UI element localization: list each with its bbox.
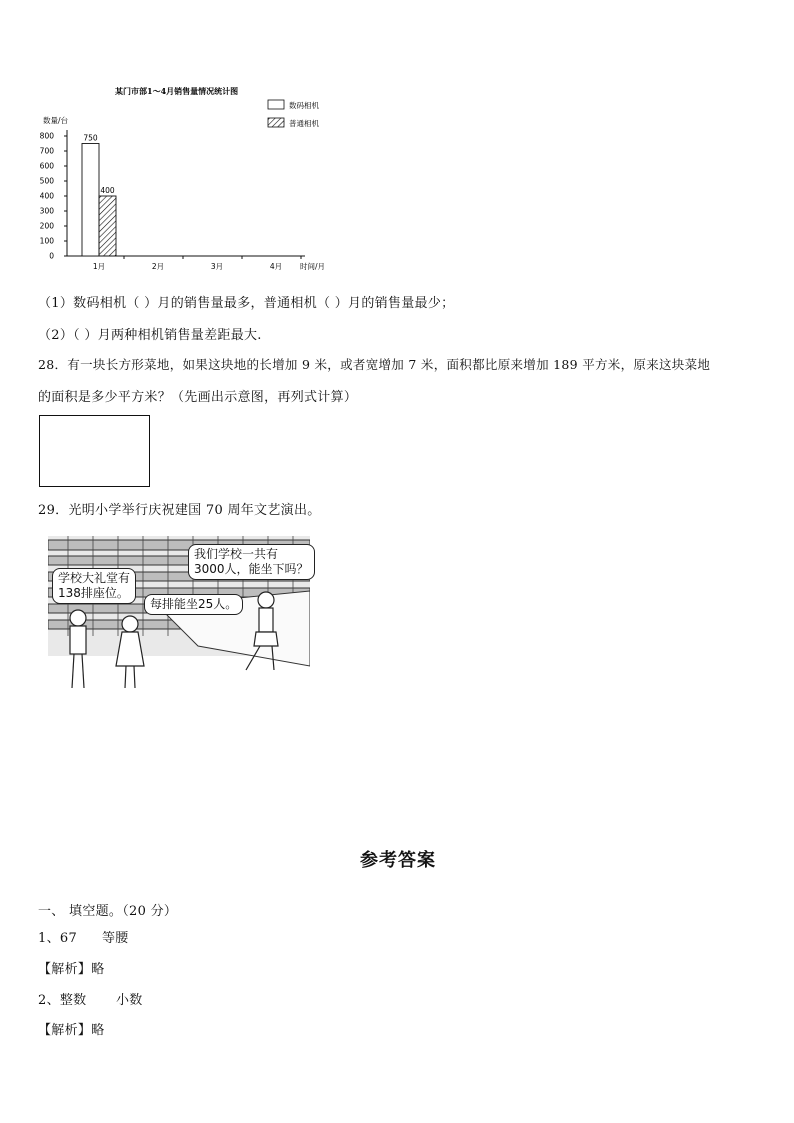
q27-line1: （1）数码相机（ ）月的销售量最多，普通相机（ ）月的销售量最少； <box>38 296 455 311</box>
y-tick-label: 500 <box>39 176 54 186</box>
rectangle-sketch <box>39 415 150 487</box>
x-tick-label: 1月 <box>92 262 106 271</box>
bubble-question-line2: 3000人，能坐下吗？ <box>194 562 309 576</box>
answer-2-note: 【解析】略 <box>38 1023 105 1038</box>
answer-2-number: 2、整数 <box>38 993 87 1008</box>
q28-line2: 的面积是多少平方米？（先画出示意图，再列式计算） <box>38 390 358 405</box>
y-tick-label: 0 <box>49 251 54 261</box>
y-tick-label: 400 <box>39 191 54 201</box>
bar-value-label: 400 <box>100 186 115 195</box>
answers-heading: 参考答案 <box>360 850 436 871</box>
bubble-question-line1: 我们学校一共有 <box>194 547 279 561</box>
bar-ordinary-1 <box>99 196 116 256</box>
x-axis-label: 时间/月 <box>300 262 326 271</box>
answer-1-number: 1、67 <box>38 931 78 946</box>
speech-bubble-seats <box>52 568 136 604</box>
bar-digital-1 <box>82 144 99 257</box>
speech-bubble-question <box>188 544 315 580</box>
x-tick-label: 3月 <box>210 262 224 271</box>
y-tick-label: 600 <box>39 161 54 171</box>
y-tick-label: 700 <box>39 146 54 156</box>
auditorium-illustration <box>48 536 310 700</box>
legend-label-ordinary: 普通相机 <box>289 119 319 128</box>
chart-title: 某门市部1～4月销售量情况统计图 <box>115 86 239 96</box>
y-tick-label: 100 <box>39 236 54 246</box>
q28-line1: 28．有一块长方形菜地，如果这块地的长增加 9 米，或者宽增加 7 米，面积都比原来增加 189 平方米，原来这块菜地 <box>38 357 711 372</box>
y-tick-label: 800 <box>39 131 54 141</box>
y-axis-label: 数量/台 <box>43 116 69 125</box>
q29-line1: 29．光明小学举行庆祝建国 70 周年文艺演出。 <box>38 503 321 518</box>
answer-1-text: 等腰 <box>102 931 129 946</box>
answer-2-text: 小数 <box>116 993 143 1008</box>
legend-swatch-ordinary <box>268 118 284 127</box>
bubble-seats-line2: 138排座位。 <box>58 586 129 600</box>
y-tick-label: 300 <box>39 206 54 216</box>
q27-line2: （2）（ ）月两种相机销售量差距最大. <box>38 328 262 343</box>
x-tick-label: 4月 <box>269 262 283 271</box>
speech-bubble-per-row: 每排能坐25人。 <box>144 594 243 615</box>
legend-swatch-digital <box>268 100 284 109</box>
bar-value-label: 750 <box>83 133 98 143</box>
y-tick-label: 200 <box>39 221 54 231</box>
bar-chart <box>30 80 350 275</box>
bubble-seats-line1: 学校大礼堂有 <box>58 571 131 585</box>
legend-label-digital: 数码相机 <box>289 101 319 110</box>
x-tick-label: 2月 <box>151 262 165 271</box>
section-1-title: 一、 填空题。（20 分） <box>38 904 178 919</box>
answer-1-note: 【解析】略 <box>38 962 105 977</box>
